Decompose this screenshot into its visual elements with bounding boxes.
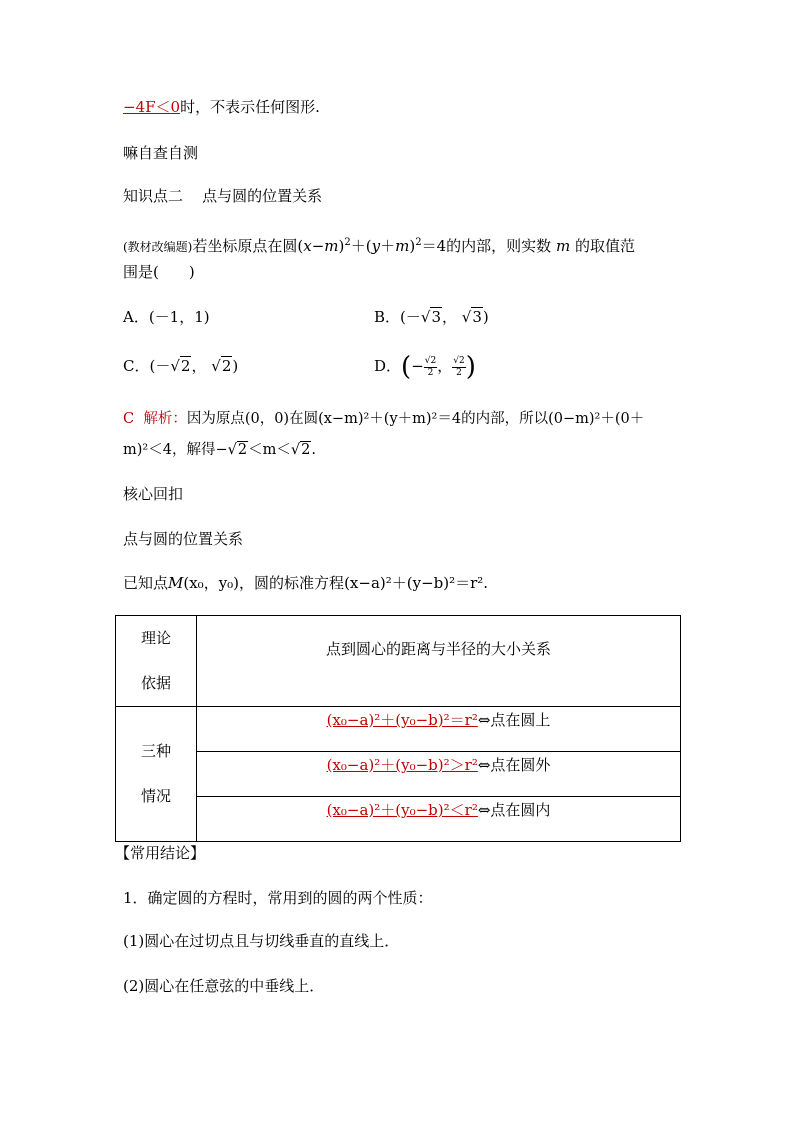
table-left-cases bbox=[116, 707, 197, 842]
table-header-left bbox=[116, 616, 197, 707]
known-prefix: 已知点 bbox=[123, 574, 169, 592]
frac-num-2: √2 bbox=[453, 355, 465, 366]
option-d bbox=[374, 352, 476, 381]
exp-2: 2 bbox=[344, 237, 351, 248]
table-cell-in bbox=[197, 797, 681, 842]
section-title bbox=[123, 529, 243, 549]
known-line bbox=[123, 573, 488, 593]
solution-text-2c: . bbox=[311, 442, 316, 458]
table-cell-on bbox=[197, 707, 681, 752]
problem-tag: (教材改编题) bbox=[123, 240, 193, 254]
self-check-heading bbox=[123, 143, 198, 163]
table-row bbox=[116, 707, 681, 752]
var-x: x bbox=[303, 237, 312, 255]
condition-line bbox=[123, 97, 320, 117]
self-check-label: 嘛自查自测 bbox=[123, 144, 199, 162]
sqrt-icon: √3 bbox=[420, 308, 441, 326]
sqrt-icon: √2 bbox=[227, 442, 248, 458]
conclusion-1b-text: (2)圆心在任意弦的中垂线上． bbox=[123, 977, 325, 995]
sqrt-icon: √3 bbox=[461, 308, 482, 326]
fraction-1 bbox=[424, 356, 437, 379]
knowledge-point-title: 点与圆的位置关系 bbox=[202, 187, 323, 205]
paren-open: ( bbox=[365, 237, 372, 255]
paren-right-icon: ) bbox=[465, 352, 476, 382]
option-d-neg: − bbox=[411, 357, 424, 375]
frac-den-2: 2 bbox=[456, 367, 462, 378]
sqrt-icon: √2 bbox=[290, 442, 311, 458]
table-header-row bbox=[116, 616, 681, 707]
relation-table bbox=[115, 615, 681, 842]
paren-left-icon: ( bbox=[401, 352, 412, 382]
condition-text: 时，不表示任何图形. bbox=[180, 98, 320, 116]
fraction-2 bbox=[452, 356, 465, 379]
formula-out: (x₀−a)²＋(y₀−b)²＞r² bbox=[326, 756, 478, 774]
section-title-text: 点与圆的位置关系 bbox=[123, 530, 244, 548]
conclusion-1-text: 1．确定圆的方程时，常用到的圆的两个性质： bbox=[123, 889, 433, 907]
frac-den-1: 2 bbox=[427, 367, 434, 378]
solution-line1 bbox=[123, 409, 644, 429]
solution-text-1: 因为原点(0，0)在圆(x−m)²＋(y＋m)²＝4的内部，所以(0−m)²＋(0＋ bbox=[186, 411, 645, 427]
op-plus: ＋ bbox=[350, 237, 366, 255]
solution-text-2a: m)²＜4，解得− bbox=[123, 442, 228, 458]
problem-text-line2: 围是( ) bbox=[123, 263, 195, 281]
option-a bbox=[123, 307, 210, 327]
answer-letter: C bbox=[123, 411, 135, 427]
result-in: ⇔点在圆内 bbox=[477, 801, 551, 819]
formula-on: (x₀−a)²＋(y₀−b)²＝r² bbox=[326, 711, 478, 729]
sqrt-icon: √2 bbox=[211, 357, 232, 375]
solution-label: 解析： bbox=[143, 411, 187, 427]
conclusion-1a bbox=[123, 931, 399, 951]
cases-label-1: 三种 bbox=[140, 742, 171, 760]
radicand-3a: 3 bbox=[431, 308, 441, 326]
condition-formula: −4F＜0 bbox=[123, 98, 181, 116]
circle-equation: (x−a)²＋(y−b)²＝r². bbox=[344, 574, 489, 592]
radicand-2d: 2 bbox=[301, 442, 311, 458]
table-row bbox=[116, 797, 681, 842]
op-plus-2: ＋ bbox=[380, 237, 396, 255]
knowledge-point-label: 知识点二 bbox=[123, 187, 184, 205]
table-cell-out bbox=[197, 752, 681, 797]
sqrt-icon: √2 bbox=[170, 357, 191, 375]
conclusion-1b bbox=[123, 976, 324, 996]
paren-close: ) bbox=[338, 237, 345, 255]
header-right-text: 点到圆心的距离与半径的大小关系 bbox=[325, 640, 551, 658]
known-text: ，圆的标准方程 bbox=[239, 574, 345, 592]
exp-2b: 2 bbox=[415, 237, 422, 248]
common-conclusion-heading bbox=[115, 843, 205, 863]
conclusion-1 bbox=[123, 888, 433, 908]
option-c-end: ) bbox=[232, 357, 239, 375]
var-m: m bbox=[324, 237, 339, 255]
var-m-3: m bbox=[555, 237, 571, 255]
core-recall-label: 核心回扣 bbox=[123, 485, 184, 503]
option-b-end: ) bbox=[482, 308, 489, 326]
problem-text-a: 若坐标原点在圆( bbox=[192, 237, 304, 255]
option-c-comma: ， bbox=[191, 357, 207, 375]
common-conclusion-label: 【常用结论】 bbox=[115, 844, 206, 862]
option-b-comma: ， bbox=[442, 308, 458, 326]
var-y: y bbox=[371, 237, 381, 255]
radicand-3b: 3 bbox=[472, 308, 482, 326]
knowledge-point-heading bbox=[123, 186, 322, 206]
header-left-1: 理论 bbox=[140, 629, 171, 647]
problem-text-c: 的取值范 bbox=[574, 237, 635, 255]
cases-label-2: 情况 bbox=[140, 787, 171, 805]
option-c-prefix: C．(－ bbox=[123, 357, 171, 375]
problem-text-b: 的内部，则实数 bbox=[446, 237, 552, 255]
result-on: ⇔点在圆上 bbox=[477, 711, 551, 729]
var-m-2: m bbox=[395, 237, 410, 255]
option-d-prefix: D． bbox=[374, 357, 402, 375]
radicand-2c: 2 bbox=[237, 442, 248, 458]
point-coords: (x₀，y₀) bbox=[183, 574, 240, 592]
frac-num-1: √2 bbox=[424, 355, 437, 366]
header-left-2: 依据 bbox=[140, 674, 171, 692]
table-header-right bbox=[197, 616, 681, 707]
solution-text-2b: ＜m＜ bbox=[248, 442, 291, 458]
result-out: ⇔点在圆外 bbox=[477, 756, 551, 774]
point-m: M bbox=[168, 574, 184, 592]
conclusion-1a-text: (1)圆心在过切点且与切线垂直的直线上． bbox=[123, 932, 400, 950]
radicand-2b: 2 bbox=[221, 357, 232, 375]
op-minus: − bbox=[311, 237, 325, 255]
paren-close-2: ) bbox=[409, 237, 416, 255]
table-row bbox=[116, 752, 681, 797]
option-d-comma: ， bbox=[437, 357, 453, 375]
option-b bbox=[374, 307, 489, 327]
problem-stem-line2 bbox=[123, 262, 195, 282]
solution-line2 bbox=[123, 440, 316, 460]
option-c bbox=[123, 356, 238, 376]
problem-stem-line1 bbox=[123, 233, 635, 257]
formula-in: (x₀−a)²＋(y₀−b)²＜r² bbox=[326, 801, 478, 819]
core-recall-heading bbox=[123, 484, 183, 504]
eq-4: ＝4 bbox=[421, 237, 447, 255]
option-b-prefix: B．(－ bbox=[374, 308, 421, 326]
option-a-text: A．(－1，1) bbox=[123, 308, 210, 326]
radicand-2a: 2 bbox=[180, 357, 191, 375]
